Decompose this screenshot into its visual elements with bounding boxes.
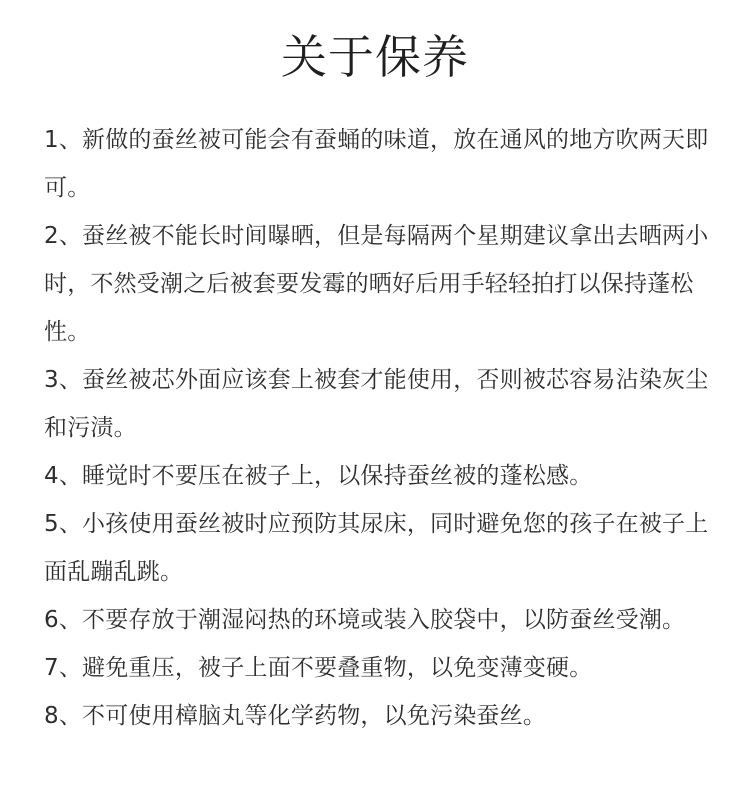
- page-title: 关于保养: [281, 30, 469, 84]
- care-item-1: 1、新做的蚕丝被可能会有蚕蛹的味道，放在通风的地方吹两天即可。: [44, 127, 709, 201]
- care-list: [44, 116, 712, 740]
- care-item-6: 6、不要存放于潮湿闷热的环境或装入胶袋中，以防蚕丝受潮。: [44, 607, 686, 633]
- care-item-4: 4、睡觉时不要压在被子上，以保持蚕丝被的蓬松感。: [44, 463, 593, 489]
- care-item-2: 2、蚕丝被不能长时间曝晒，但是每隔两个星期建议拿出去晒两小时，不然受潮之后被套要发霉的晒好后用手轻轻拍打以保持蓬松性。: [44, 223, 709, 345]
- care-item-7: 7、避免重压，被子上面不要叠重物，以免变薄变硬。: [44, 655, 593, 681]
- care-item-8: 8、不可使用樟脑丸等化学药物，以免污染蚕丝。: [44, 703, 547, 729]
- care-item-5: 5、小孩使用蚕丝被时应预防其尿床，同时避免您的孩子在被子上面乱蹦乱跳。: [44, 511, 709, 585]
- care-item-3: 3、蚕丝被芯外面应该套上被套才能使用，否则被芯容易沾染灰尘和污渍。: [44, 367, 709, 441]
